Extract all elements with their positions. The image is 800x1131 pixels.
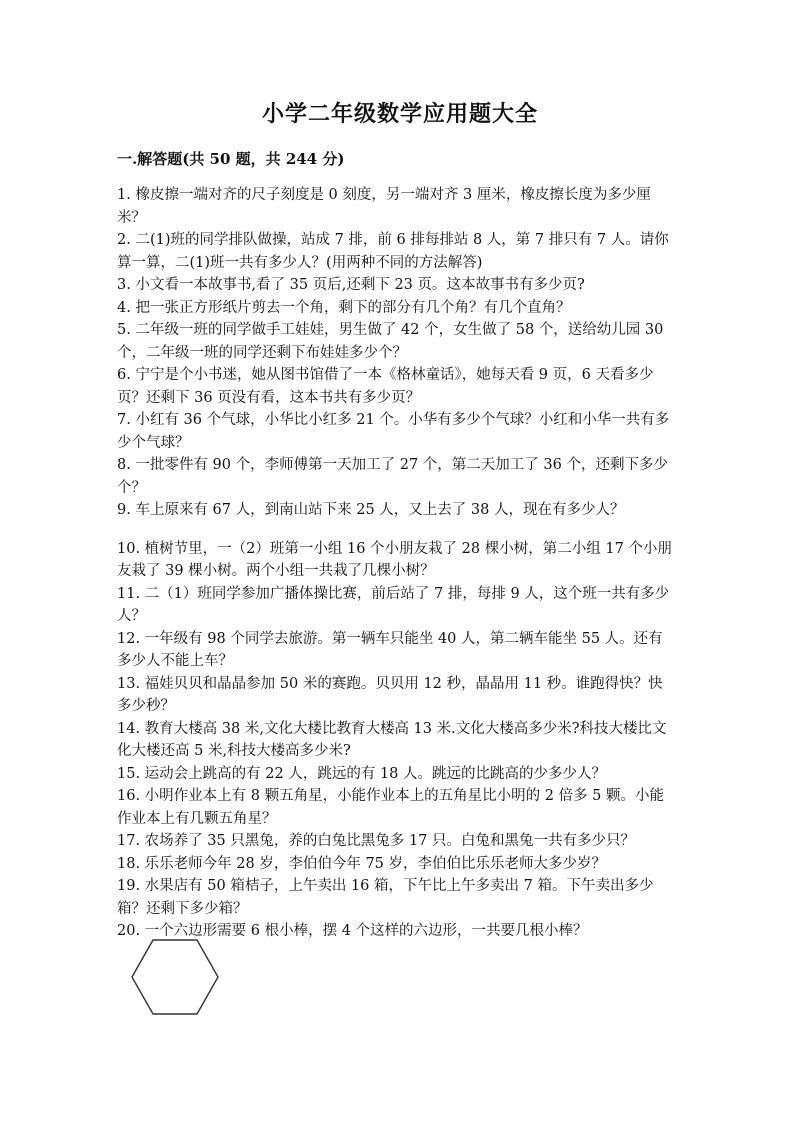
question-item: 13. 福娃贝贝和晶晶参加 50 米的赛跑。贝贝用 12 秒，晶晶用 11 秒。谁跑得快？快多少秒？	[117, 675, 663, 714]
question-item: 4. 把一张正方形纸片剪去一个角，剩下的部分有几个角？有几个直角？	[117, 299, 571, 316]
question-item: 17. 农场养了 35 只黑兔，养的白兔比黑兔多 17 只。白兔和黑兔一共有多少只？	[117, 833, 636, 849]
question-item: 5. 二年级一班的同学做手工娃娃，男生做了 42 个，女生做了 58 个，送给幼儿园 30 个，二年级一班的同学还剩下布娃娃多少个？	[117, 322, 664, 361]
question-item: 18. 乐乐老师今年 28 岁，李伯伯今年 75 岁，李伯伯比乐乐老师大多少岁？	[117, 855, 607, 872]
question-item: 11. 二（1）班同学参加广播体操比赛，前后站了 7 排，每排 9 人，这个班一共有多少人？	[117, 585, 670, 624]
question-item: 14. 教育大楼高 38 米,文化大楼比教育大楼高 13 米.文化大楼高多少米?科技大楼比文化大楼还高 5 米,科技大楼高多少米?	[117, 720, 667, 759]
question-item: 15. 运动会上跳高的有 22 人，跳远的有 18 人。跳远的比跳高的少多少人？	[117, 765, 607, 782]
question-item: 10. 植树节里，一（2）班第一小组 16 个小朋友栽了 28 棵小树，第二小组 17 个小朋友栽了 39 棵小树。两个小组一共栽了几棵小树？	[117, 540, 672, 579]
question-item: 2. 二(1)班的同学排队做操，站成 7 排，前 6 排每排站 8 人，第 7 排只有 7 人。请你算一算，二(1)班一共有多少人？(用两种不同的方法解答)	[117, 232, 669, 271]
question-item: 7. 小红有 36 个气球，小华比小红多 21 个。小华有多少个气球？小红和小华一共有多少个气球？	[117, 412, 670, 451]
hexagon-figure	[130, 938, 222, 1016]
question-item: 19. 水果店有 50 箱桔子，上午卖出 16 箱，下午比上午多卖出 7 箱。下午卖出多少箱？还剩下多少箱？	[117, 878, 654, 917]
question-item: 9. 车上原来有 67 人，到南山站下来 25 人，又上去了 38 人，现在有多少人？	[117, 502, 625, 518]
section-heading: 一.解答题(共 50 题，共 244 分)	[117, 150, 345, 168]
question-item: 6. 宁宁是个小书迷，她从图书馆借了一本《格林童话》，她每天看 9 页，6 天看多少页？还剩下 36 页没有看，这本书共有多少页？	[117, 367, 654, 406]
question-item: 1. 橡皮擦一端对齐的尺子刻度是 0 刻度，另一端对齐 3 厘米，橡皮擦长度为多少厘米？	[117, 187, 651, 226]
question-item: 3. 小文看一本故事书,看了 35 页后,还剩下 23 页。这本故事书有多少页?	[117, 277, 585, 293]
question-item: 12. 一年级有 98 个同学去旅游。第一辆车只能坐 40 人，第二辆车能坐 55 人。还有多少人不能上车？	[117, 630, 663, 669]
page-title: 小学二年级数学应用题大全	[261, 101, 538, 127]
question-item: 20. 一个六边形需要 6 根小棒，摆 4 个这样的六边形，一共要几根小棒？	[117, 923, 588, 939]
hexagon-shape	[132, 940, 218, 1014]
question-item: 16. 小明作业本上有 8 颗五角星，小能作业本上的五角星比小明的 2 倍多 5 颗。小能作业本上有几颗五角星？	[117, 788, 664, 827]
question-list	[117, 184, 677, 943]
question-item: 8. 一批零件有 90 个，李师傅第一天加工了 27 个，第二天加工了 36 个，还剩下多少个？	[117, 457, 668, 496]
